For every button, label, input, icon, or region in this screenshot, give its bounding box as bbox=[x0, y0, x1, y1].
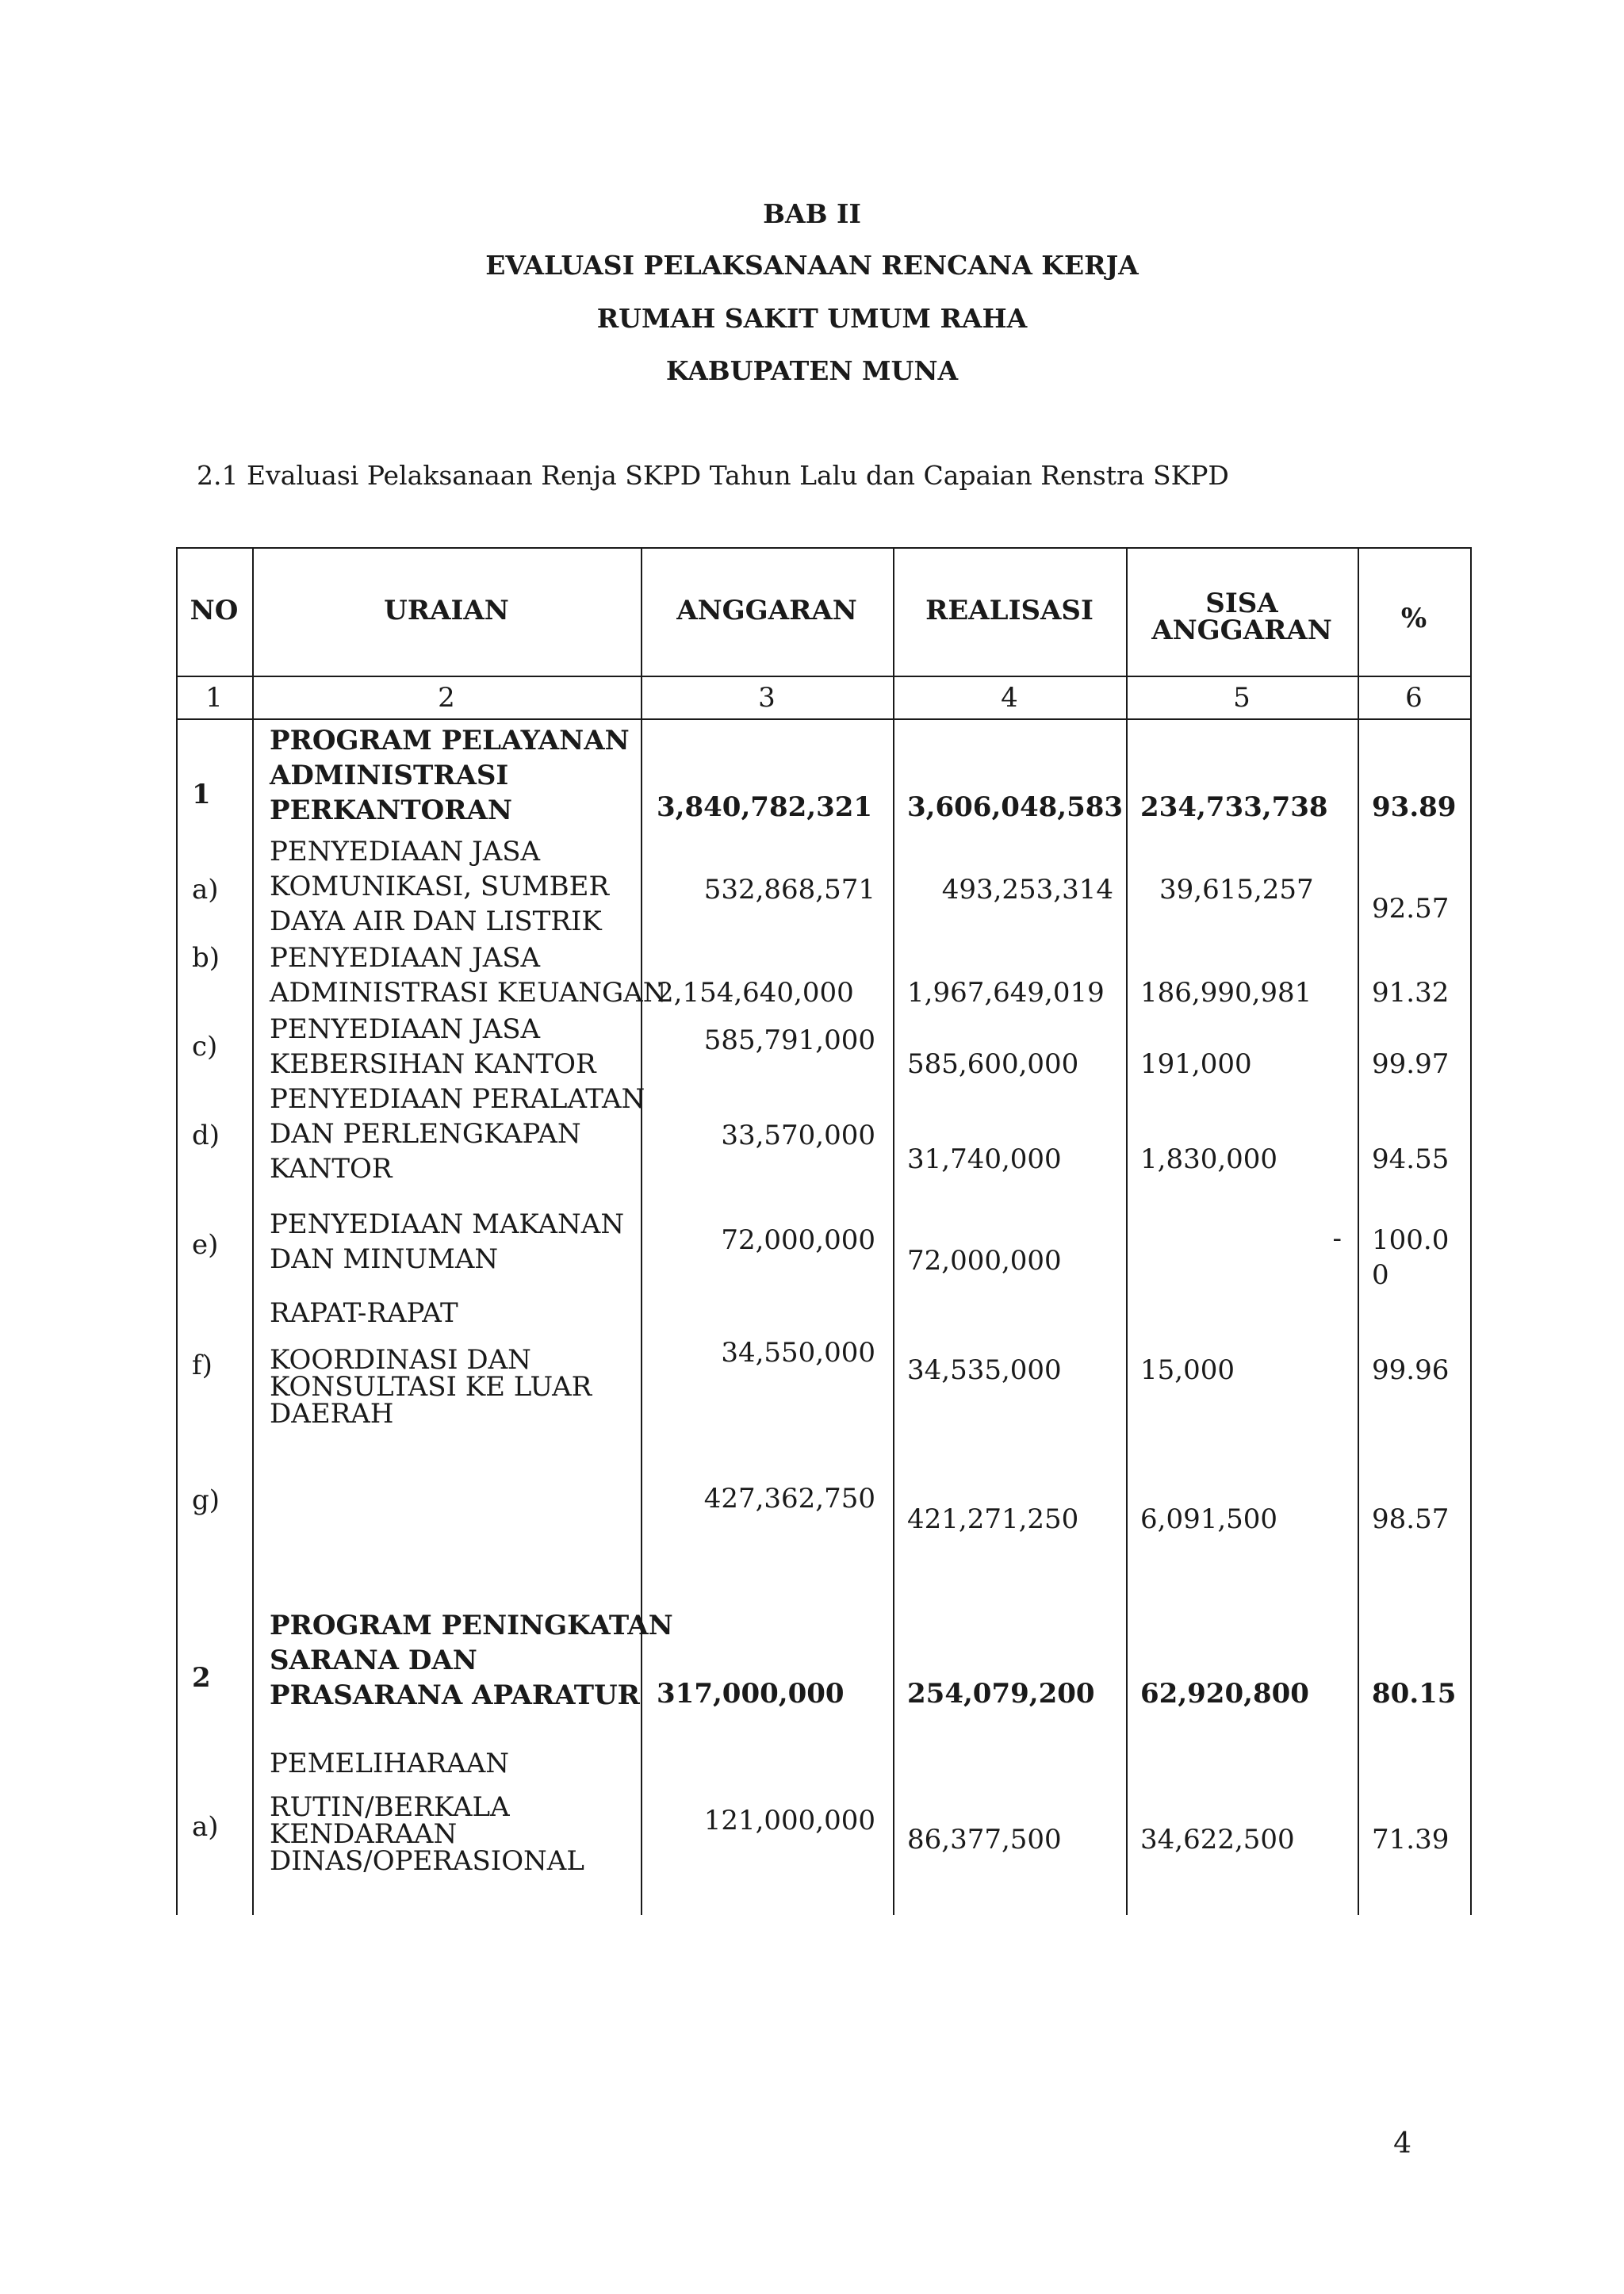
row-description bbox=[270, 1608, 673, 1713]
description-line: PENYEDIAAN JASA bbox=[270, 836, 541, 867]
row-percent: 99.97 bbox=[1372, 1048, 1450, 1080]
description-line: DAYA AIR DAN LISTRIK bbox=[270, 906, 602, 937]
row-sisa: - bbox=[1332, 1223, 1342, 1254]
description-line: KENDARAAN bbox=[270, 1818, 458, 1850]
row-number: d) bbox=[192, 1120, 220, 1151]
institution-name: RUMAH SAKIT UMUM RAHA bbox=[596, 303, 1028, 334]
row-sisa: 15,000 bbox=[1140, 1354, 1235, 1386]
description-line: KOMUNIKASI, SUMBER bbox=[270, 871, 610, 902]
table-border bbox=[176, 547, 178, 1915]
row-realisasi: 31,740,000 bbox=[907, 1143, 1062, 1175]
row-sisa: 6,091,500 bbox=[1140, 1503, 1278, 1535]
row-description bbox=[270, 1296, 592, 1430]
percent-line: 100.0 bbox=[1372, 1224, 1450, 1256]
table-border bbox=[176, 718, 1472, 720]
description-line: RAPAT-RAPAT bbox=[270, 1297, 458, 1329]
row-percent bbox=[1372, 1223, 1449, 1293]
row-description bbox=[270, 940, 667, 1010]
region-name: KABUPATEN MUNA bbox=[665, 355, 959, 386]
row-description bbox=[270, 723, 630, 828]
row-description bbox=[270, 1012, 596, 1082]
header-percent: % bbox=[1400, 603, 1427, 634]
description-line: DAN MINUMAN bbox=[270, 1243, 499, 1275]
row-description bbox=[270, 1207, 624, 1277]
section-title: 2.1 Evaluasi Pelaksanaan Renja SKPD Tahun Lalu dan Capaian Renstra SKPD bbox=[197, 460, 1229, 491]
row-realisasi: 34,535,000 bbox=[907, 1354, 1062, 1386]
row-sisa: 234,733,738 bbox=[1140, 791, 1328, 823]
description-line: RUTIN/BERKALA bbox=[270, 1791, 510, 1823]
row-anggaran: 2,154,640,000 bbox=[657, 977, 854, 1009]
row-anggaran: 585,791,000 bbox=[703, 1024, 875, 1056]
row-sisa: 34,622,500 bbox=[1140, 1824, 1295, 1855]
row-percent: 80.15 bbox=[1372, 1678, 1457, 1710]
description-line: PROGRAM PELAYANAN bbox=[270, 725, 630, 756]
page-number: 4 bbox=[1393, 2127, 1411, 2160]
header-sisa-line: SISA bbox=[1205, 588, 1278, 619]
row-realisasi: 72,000,000 bbox=[907, 1245, 1062, 1277]
description-line: PEMELIHARAAN bbox=[270, 1748, 509, 1779]
header-no: NO bbox=[190, 595, 239, 626]
row-number: c) bbox=[192, 1031, 218, 1063]
row-anggaran: 121,000,000 bbox=[703, 1805, 875, 1836]
row-percent: 71.39 bbox=[1372, 1824, 1450, 1855]
description-line: PENYEDIAAN PERALATAN bbox=[270, 1083, 645, 1115]
description-line: KOORDINASI DAN bbox=[270, 1344, 531, 1376]
row-sisa: 39,615,257 bbox=[1159, 874, 1314, 906]
row-percent: 93.89 bbox=[1372, 791, 1457, 823]
table-border bbox=[252, 547, 254, 1915]
row-anggaran: 532,868,571 bbox=[703, 874, 875, 906]
row-description bbox=[270, 834, 609, 939]
column-number: 5 bbox=[1233, 682, 1251, 714]
row-realisasi: 254,079,200 bbox=[907, 1678, 1095, 1710]
row-realisasi: 585,600,000 bbox=[907, 1048, 1079, 1080]
row-sisa: 1,830,000 bbox=[1140, 1143, 1278, 1175]
header-anggaran: ANGGARAN bbox=[676, 595, 857, 626]
description-line: KANTOR bbox=[270, 1153, 393, 1185]
row-anggaran: 3,840,782,321 bbox=[657, 791, 873, 823]
description-line: SARANA DAN bbox=[270, 1645, 477, 1676]
column-number: 3 bbox=[758, 682, 776, 714]
chapter-label: BAB II bbox=[763, 198, 861, 229]
row-description bbox=[270, 1082, 645, 1186]
row-anggaran: 34,550,000 bbox=[721, 1337, 875, 1369]
row-description bbox=[270, 1746, 584, 1875]
description-line: ADMINISTRASI KEUANGAN bbox=[270, 977, 667, 1009]
row-anggaran: 427,362,750 bbox=[703, 1483, 875, 1515]
description-line: ADMINISTRASI bbox=[270, 760, 509, 791]
row-number: g) bbox=[192, 1484, 220, 1516]
row-number: b) bbox=[192, 942, 220, 974]
description-line: PENYEDIAAN JASA bbox=[270, 1013, 541, 1045]
row-realisasi: 86,377,500 bbox=[907, 1824, 1062, 1855]
description-line: PENYEDIAAN MAKANAN bbox=[270, 1208, 625, 1240]
row-number: a) bbox=[192, 874, 219, 906]
header-realisasi: REALISASI bbox=[925, 595, 1094, 626]
row-realisasi: 493,253,314 bbox=[941, 874, 1113, 906]
row-percent: 91.32 bbox=[1372, 977, 1450, 1009]
description-line: DAN PERLENGKAPAN bbox=[270, 1118, 581, 1150]
row-sisa: 191,000 bbox=[1140, 1048, 1252, 1080]
row-percent: 94.55 bbox=[1372, 1143, 1450, 1175]
table-border bbox=[1470, 547, 1472, 1915]
row-percent: 92.57 bbox=[1372, 893, 1450, 925]
row-anggaran: 33,570,000 bbox=[721, 1120, 875, 1151]
header-uraian: URAIAN bbox=[384, 595, 509, 626]
document-title: EVALUASI PELAKSANAAN RENCANA KERJA bbox=[485, 250, 1139, 281]
column-number: 2 bbox=[438, 682, 455, 714]
description-line: DINAS/OPERASIONAL bbox=[270, 1845, 584, 1877]
row-number: a) bbox=[192, 1811, 219, 1843]
row-anggaran: 317,000,000 bbox=[657, 1678, 845, 1710]
row-number: e) bbox=[192, 1229, 219, 1261]
header-sisa-anggaran bbox=[1126, 590, 1358, 644]
description-line: KEBERSIHAN KANTOR bbox=[270, 1048, 596, 1080]
description-line: PENYEDIAAN JASA bbox=[270, 942, 541, 974]
row-sisa: 62,920,800 bbox=[1140, 1678, 1309, 1710]
row-number: 1 bbox=[192, 779, 211, 810]
table-border bbox=[176, 547, 1472, 549]
description-line: PRASARANA APARATUR bbox=[270, 1679, 640, 1711]
column-number: 1 bbox=[205, 682, 223, 714]
column-number: 4 bbox=[1001, 682, 1018, 714]
row-sisa: 186,990,981 bbox=[1140, 977, 1312, 1009]
description-line: PROGRAM PENINGKATAN bbox=[270, 1610, 673, 1641]
row-percent: 99.96 bbox=[1372, 1354, 1450, 1386]
row-realisasi: 1,967,649,019 bbox=[907, 977, 1105, 1009]
row-anggaran: 72,000,000 bbox=[721, 1224, 875, 1256]
row-number: f) bbox=[192, 1350, 213, 1381]
description-line: PERKANTORAN bbox=[270, 795, 512, 826]
percent-line: 0 bbox=[1372, 1259, 1389, 1291]
column-number: 6 bbox=[1405, 682, 1423, 714]
description-line: KONSULTASI KE LUAR bbox=[270, 1371, 592, 1403]
table-border bbox=[1358, 547, 1359, 1915]
row-realisasi: 3,606,048,583 bbox=[907, 791, 1124, 823]
row-percent: 98.57 bbox=[1372, 1503, 1450, 1535]
row-number: 2 bbox=[192, 1662, 211, 1694]
description-line: DAERAH bbox=[270, 1398, 394, 1430]
table-border bbox=[893, 547, 894, 1915]
header-sisa-line: ANGGARAN bbox=[1151, 615, 1332, 646]
evaluation-table bbox=[176, 547, 1472, 1915]
table-border bbox=[176, 676, 1472, 677]
row-realisasi: 421,271,250 bbox=[907, 1503, 1079, 1535]
